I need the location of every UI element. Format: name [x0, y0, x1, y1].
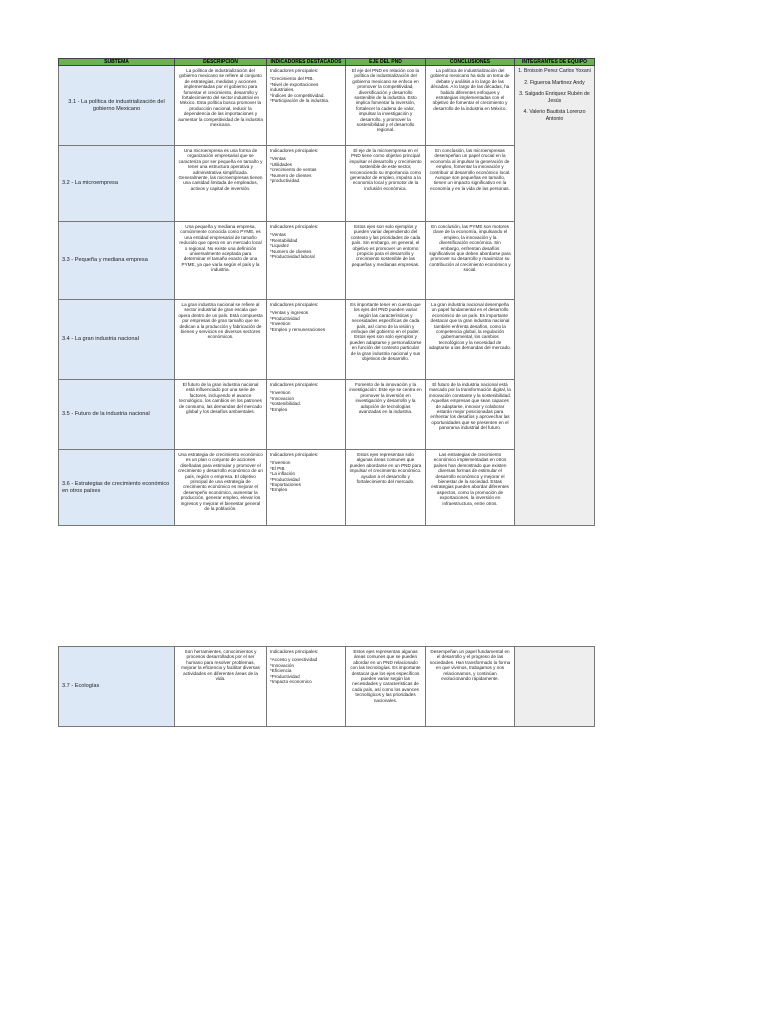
descripcion-cell: Una estrategia de crecimiento económico es un plan o conjunto de acciones diseñadas para estimular y promover el crecimiento y desarrollo económico de un país, región o empresa. El objetivo principal de una estrategia de crecimiento económico es mejorar el desempeño económico, aumentar la producción, generar empleo, elevar los ingresos y mejorar el bienestar general de la población. — [175, 450, 267, 526]
team-member: 1. Broisoin Perez Carlos Yoxani — [518, 68, 591, 74]
descripcion-cell: Son herramientes, conocimientos y procesos desarrollados por el ser humano para resolver problemas, mejorar la eficiencia y facilitar diversas actividades en diferentes áreas de la vida. — [175, 647, 267, 727]
indicador-item: *Acceso y conectividad — [270, 657, 318, 663]
descripcion-cell: Una pequeña y mediana empresa, comúnmente conocida como PYME, es una entidad empresarial de tamaño reducido que opera en un mercado local o regional. No existe una definición universalmente aceptada para determinar el tamaño exacto de una PYME, ya que varía según el país y la industria. — [175, 222, 267, 300]
indicador-item: *Crecimiento del PIB. — [270, 76, 314, 82]
conclusion-cell: La política de industrialización del gobierno mexicano ha sido un tema de debate y análisis a lo largo de las décadas. A lo largo de las décadas, ha habido diferentes enfoques y estrategias implementadas con el objetivo de fomentar el crecimiento y desarrollo de la industria en México. — [426, 66, 515, 146]
conclusion-cell: Desempeñan un papel fundamental en el desarrollo y el progreso de las sociedades. Han transformado la forma en que vivimos, trabajamos y nos relacionamos, y continúan evolucionando rápidamente. — [426, 647, 515, 727]
subtema-cell: 3.4 - La gran industria nacional — [59, 300, 175, 380]
eje-cell: Estos ejes son solo ejemplos y pueden variar dependiendo del contexto y las prioridades de cada país. Sin embargo, en general, el objetivo es promover un entorno propicio para el desarrollo y crecimiento sostenible de las pequeñas y medianas empresas. — [346, 222, 426, 300]
header-indicadores: INDICADORES DESTACADOS — [267, 59, 346, 66]
indicadores-title: Indicadores principales: — [270, 68, 319, 73]
table-row — [59, 146, 595, 222]
indicador-item: *Exportaciones — [270, 482, 301, 488]
indicador-item: *Empleo — [270, 487, 288, 493]
eje-cell: Fomento de la innovación y la investigación: Este eje se centra en promover la inversión en investigación y desarrollo y la adopción de tecnologías avanzadas en la industria. — [346, 380, 426, 450]
indicador-item: *Nivel de exportaciones industriales. — [270, 81, 319, 93]
indicador-item: *Participación de la industria. — [270, 98, 330, 104]
indicador-item: *Numero de clientes — [270, 248, 312, 254]
indicadores-cell — [267, 66, 346, 146]
indicador-item: *Ventas — [270, 156, 286, 162]
eje-cell: El eje de la microempresa en el PND tiene como objetivo principal impulsar el desarrollo y crecimiento sostenible de este sector, reconociendo su importancia como generador de empleo, impulso a la economía local y promotor de la inclusión económica. — [346, 146, 426, 222]
header-descripcion: DESCRIPCION — [175, 59, 267, 66]
eje-cell: Estos ejes representan solo algunas áreas comunes que pueden abordarse en un PND para impulsar el crecimiento económico. ayudan a el desarrollo y fortalecimiento del mercado. — [346, 450, 426, 526]
conclusion-cell: En conclusión, las microempresas desempeñan un papel crucial en la economía al impulsar la generación de empleo, fomentar la innovación y contribuir al desarrollo económico local. Aunque son pequeñas en tamaño, tienen un impacto significativo en la economía y en la vida de las personas. — [426, 146, 515, 222]
indicador-item: *Productividad — [270, 476, 300, 482]
indicadores-cell — [267, 450, 346, 526]
conclusion-cell: El futuro de la industria nacional está marcado por la transformación digital, la innovación constante y la sostenibilidad. Aquellas empresas que sean capaces de adaptarse, innovar y colaborar estarán mejor posicionadas para enfrentar los desafíos y aprovechar las oportunidades que se presenten en el panorama industrial del futuro. — [426, 380, 515, 450]
table-row — [59, 380, 595, 450]
indicador-item: *productividad. — [270, 178, 301, 184]
second-table — [58, 646, 595, 727]
indicador-item: *Empleo y remuneraciones — [270, 326, 326, 332]
subtema-cell: 3.1 - La política de industrialización del gobierno Mexicano — [59, 66, 175, 146]
eje-cell: El eje del PND en relación con la política de industrialización del gobierno mexicano se enfoca en promover la competitividad, diversificación y desarrollo sostenible de la industria. Esto implica fomentar la inversión, fortalecer la cadena de valor, impulsar la investigación y desarrollo, y promover la sostenibilidad y el desarrollo regional. — [346, 66, 426, 146]
header-subtema: SUBTEMA — [59, 59, 175, 66]
table-row — [59, 647, 595, 727]
table-row — [59, 300, 595, 380]
indicador-item: *Empleo — [270, 406, 288, 412]
indicadores-cell — [267, 647, 346, 727]
descripcion-cell: La política de industrialización del gobierno mexicano se refiere al conjunto de estrategias, medidas y acciones implementadas por el gobierno para fomentar el crecimiento, desarrollo y fortalecimiento del sector industrial en México. Esta política busca promover la producción nacional, reducir la dependencia de las importaciones y aumentar la competitividad de la industria mexicana. — [175, 66, 267, 146]
conclusion-cell: Las estrategias de crecimiento económico implementadas en otros países han demostrado que existen diversas formas de estimular el desarrollo económico y mejorar el bienestar de la sociedad. Estas estrategias pueden abordar diferentes aspectos, como la promoción de exportaciones, la inversión en infraestructura, entre otros. — [426, 450, 515, 526]
indicador-item: *Inversion — [270, 321, 291, 327]
indicador-item: *Innovación — [270, 662, 295, 668]
indicador-item: *Utilidades — [270, 161, 292, 167]
indicadores-title: Indicadores principales: — [270, 224, 319, 229]
indicador-item: *Rentabilidad — [270, 237, 298, 243]
indicador-item: *Liquidez — [270, 243, 289, 249]
indicador-item: *crecimiento de ventas — [270, 167, 317, 173]
conclusion-cell: La gran industria nacional desempeña un papel fundamental en el desarrollo económico de un país. Es importante destacar que la gran industria nacional también enfrenta desafíos, como la competencia global, la regulación gubernamental, los cambios tecnológicos y la necesidad de adaptarse a las demandas del mercado. — [426, 300, 515, 380]
indicador-item: *Inversion — [270, 390, 291, 396]
table-row — [59, 222, 595, 300]
main-table — [58, 58, 595, 526]
eje-cell: Estos ejes representan algunas áreas comunes que se pueden abordar en un PND relacionado con las tecnologías. Es importante destacar que los ejes específicos pueden variar según las necesidades y características de cada país, así como los avances tecnológicos y las prioridades nacionales. — [346, 647, 426, 727]
indicador-item: *Ventas y ingresos — [270, 310, 309, 316]
header-integrantes: INTEGRANTES DE EQUIPO — [515, 59, 595, 66]
indicadores-title: Indicadores principales: — [270, 148, 319, 153]
team-cell — [515, 66, 595, 526]
indicador-item: *sostenibilidad. — [270, 401, 301, 407]
indicador-item: *Innovacion — [270, 395, 295, 401]
subtema-cell: 3.5 - Futuro de la industria nacional — [59, 380, 175, 450]
header-eje: EJE DEL PND — [346, 59, 426, 66]
header-conclusiones: CONCLUSIONES — [426, 59, 515, 66]
indicadores-cell — [267, 146, 346, 222]
eje-cell: Es importante tener en cuenta que los ejes del PND pueden variar según las características y necesidades específicas de cada país, así como de la visión y enfoque del gobierno en el poder. Estos ejes son solo ejemplos y pueden adaptarse y personalizarse en función del contexto particular de la gran industria nacional y sus objetivos de desarrollo. — [346, 300, 426, 380]
table-row — [59, 450, 595, 526]
indicador-item: *Impacto economico — [270, 679, 312, 685]
indicador-item: *Productividad laboral — [270, 254, 315, 260]
team-member: 2. Figueroa Martinez Andy — [524, 79, 585, 86]
indicador-item: *El PIB — [270, 465, 285, 471]
subtema-cell: 3.2 - La microempresa — [59, 146, 175, 222]
subtema-cell: 3.3 - Pequeña y mediana empresa — [59, 222, 175, 300]
indicadores-title: Indicadores principales: — [270, 302, 319, 307]
team-cell-empty — [515, 647, 595, 727]
indicadores-title: Indicadores principales: — [270, 649, 319, 654]
indicador-item: *Ventas — [270, 232, 286, 238]
indicadores-cell — [267, 222, 346, 300]
indicadores-title: Indicadores principales: — [270, 452, 319, 457]
indicador-item: *Eficiencia — [270, 668, 292, 674]
subtema-cell: 3.7 - Ecologías — [59, 647, 175, 727]
table-row — [59, 66, 595, 146]
indicador-item: *Índices de competitividad. — [270, 92, 325, 98]
subtema-cell: 3.6 - Estrategias de crecimiento económico en otros países — [59, 450, 175, 526]
team-member: 4. Valerio Bautista Lorenzo Antonio — [523, 109, 586, 122]
indicador-item: *Productividad — [270, 673, 300, 679]
indicador-item: *Productividad — [270, 315, 300, 321]
descripcion-cell: El futuro de la gran industria nacional está influenciado por una serie de factores, incluyendo el avance tecnológico, los cambios en los patrones de consumo, las demandas del mercado global y los desafíos ambientales. — [175, 380, 267, 450]
indicadores-cell — [267, 380, 346, 450]
descripcion-cell: Una microempresa es una forma de organización empresarial que se caracteriza por ser pequeña en tamaño y tener una estructura operativa y administrativa simplificada. Generalmente, las microempresas tienen una cantidad limitada de empleados, activos y capital de inversión. — [175, 146, 267, 222]
indicador-item: *Numero de clientes — [270, 172, 312, 178]
indicador-item: *La inflación — [270, 471, 296, 477]
header-row — [59, 59, 595, 66]
indicador-item: *Inversion — [270, 460, 291, 466]
team-member: 3. Salgado Enriquez Rubén de Jesús — [519, 91, 590, 104]
conclusion-cell: En conclusión, las PYME son motores clave de la economía, impulsando el empleo, la innovación y la diversificación económica. Sin embargo, enfrentan desafíos significativos que deben abordarse para promover su desarrollo y maximizar su contribución al crecimiento económico y social. — [426, 222, 515, 300]
descripcion-cell: La gran industria nacional se refiere al sector industrial de gran escala que opera dentro de un país. Está compuesta por empresas de gran tamaño que se dedican a la producción y fabricación de bienes y servicios en diversos sectores económicos. — [175, 300, 267, 380]
indicadores-cell — [267, 300, 346, 380]
indicadores-title: Indicadores principales: — [270, 382, 319, 387]
